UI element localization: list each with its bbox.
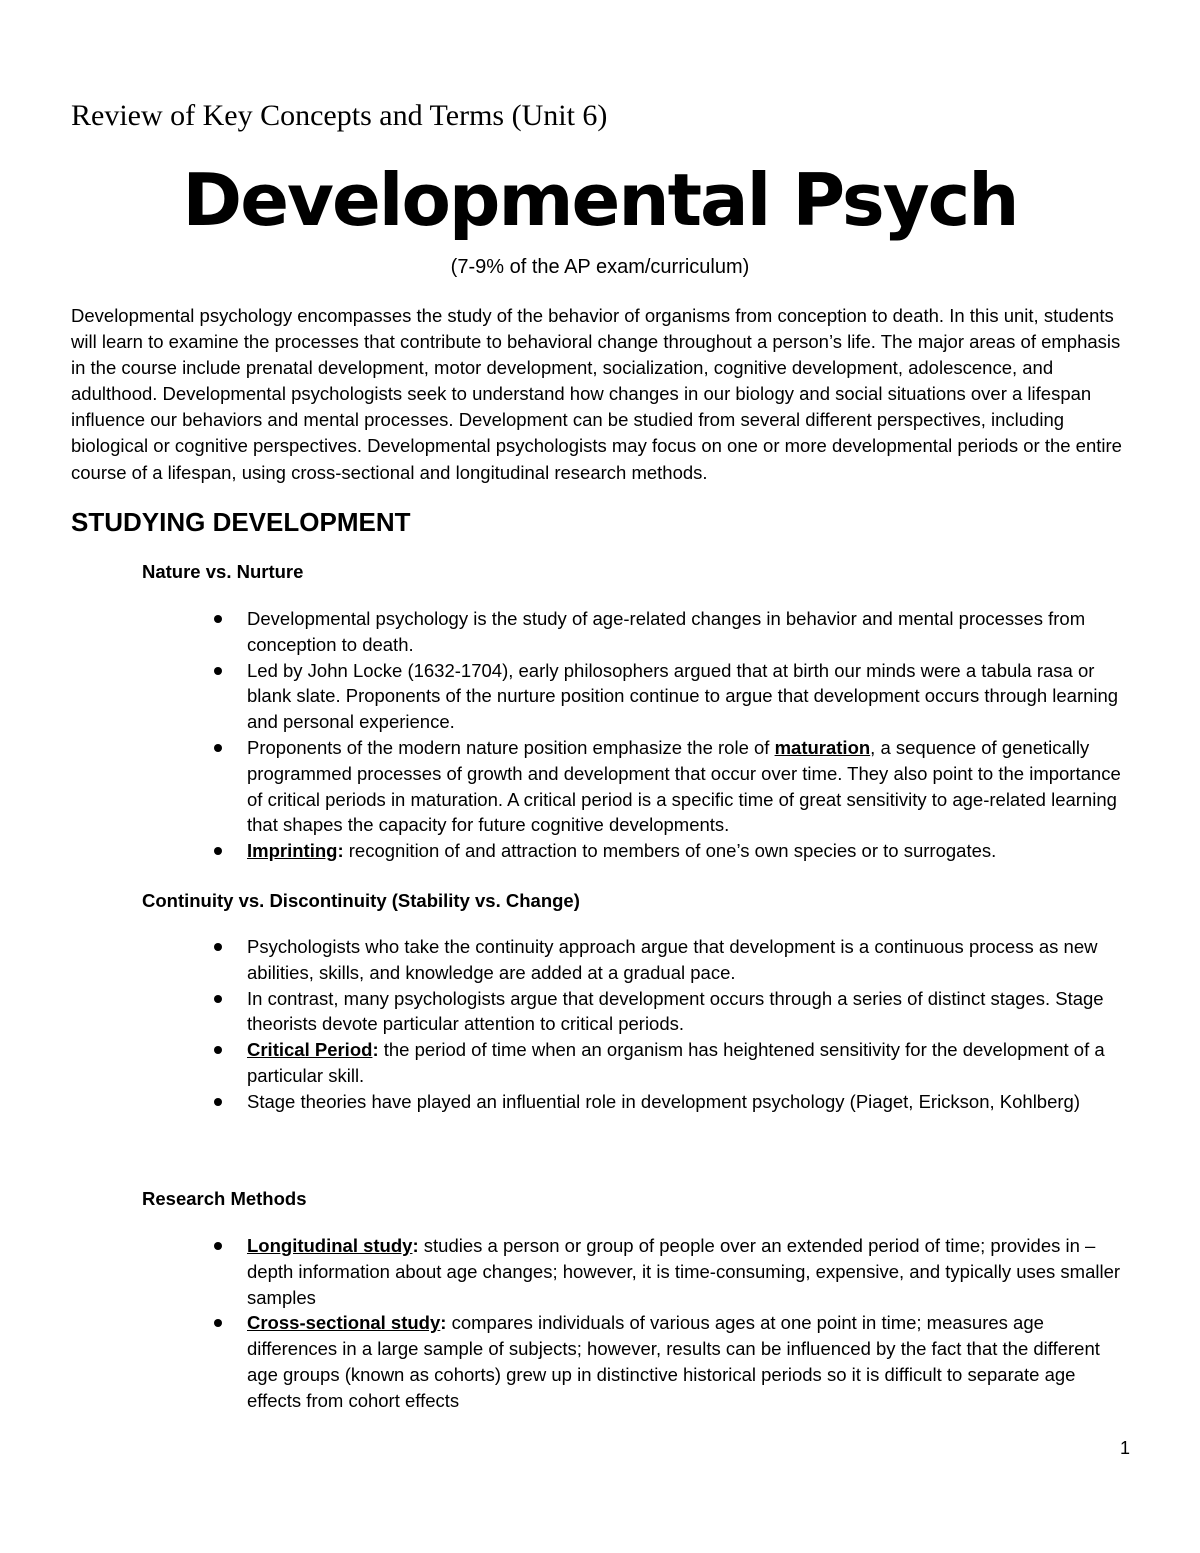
list-item: [0, 1310, 1132, 1413]
page-title: Developmental Psych: [182, 158, 1018, 242]
bullet-icon: [214, 615, 222, 623]
nature-nurture-list: [0, 606, 1200, 864]
bullet-icon: [214, 744, 222, 752]
bullet-text: Proponents of the modern nature position emphasize the role of: [247, 736, 775, 758]
bullet-text: studies a person or group of people over an extended period of time; provides in –depth information about age changes; however, it is time-consuming, expensive, and typically uses smaller samples: [247, 1235, 1121, 1308]
research-methods-list: [0, 1233, 1200, 1414]
intro-paragraph: Developmental psychology encompasses the study of the behavior of organisms from conception to death. In this unit, students will learn to examine the processes that contribute to behavioral change throughout a person’s life. The major areas of emphasis in the course include prenatal development, motor development, socialization, cognitive development, adolescence, and adulthood. Developmental psychologists seek to understand how changes in our biology and social situations over a lifespan influence our behaviors and mental processes. Development can be studied from several different perspectives, including biological or cognitive perspectives. Developmental psychologists may focus on one or more developmental periods or the entire course of a lifespan, using cross-sectional and longitudinal research methods.: [71, 305, 1122, 483]
term-colon: :: [337, 840, 344, 862]
bullet-text: Psychologists who take the continuity approach argue that development is a continuous process as new abilities, skills, and knowledge are added at a gradual pace.: [247, 936, 1098, 983]
term-longitudinal-study: Longitudinal study: [247, 1235, 413, 1256]
bullet-icon: [214, 667, 222, 675]
bullet-icon: [214, 1242, 222, 1250]
bullet-icon: [214, 995, 222, 1003]
section-heading: STUDYING DEVELOPMENT: [71, 507, 411, 537]
bullet-text: , a sequence of genetically programmed processes of growth and development that occur over time. They also point to the importance of critical periods in maturation. A critical period is a specific time of great sensitivity to age-related learning that shapes the capacity for future cognitive developments.: [247, 736, 1121, 836]
list-item: [0, 606, 1132, 658]
continuity-heading: Continuity vs. Discontinuity (Stability vs. Change): [142, 890, 580, 911]
bullet-text: Stage theories have played an influential role in development psychology (Piaget, Erickson, Kohlberg): [247, 1090, 1080, 1112]
list-item: [0, 838, 1132, 864]
review-title: Review of Key Concepts and Terms (Unit 6): [71, 99, 608, 132]
list-item: [0, 986, 1132, 1038]
bullet-text: In contrast, many psychologists argue that development occurs through a series of distinct stages. Stage theorists devote particular attention to critical periods.: [247, 987, 1104, 1035]
term-colon: :: [372, 1039, 379, 1061]
research-methods-heading: Research Methods: [142, 1188, 307, 1209]
nature-nurture-heading: Nature vs. Nurture: [142, 561, 304, 582]
term-maturation: maturation: [774, 736, 871, 758]
term-imprinting: Imprinting: [247, 840, 338, 862]
term-critical-period: Critical Period: [247, 1039, 373, 1061]
bullet-text: compares individuals of various ages at one point in time; measures age differences in a large sample of subjects; however, results can be influenced by the fact that the different age groups (known as cohorts) grew up in distinctive historical periods so it is difficult to separate age effects from cohort effects: [247, 1312, 1100, 1411]
bullet-icon: [214, 847, 222, 855]
bullet-text: Led by John Locke (1632-1704), early philosophers argued that at birth our minds were a tabula rasa or blank slate. Proponents of the nurture position continue to argue that development occurs through learning and personal experience.: [247, 659, 1119, 733]
bullet-icon: [214, 1046, 222, 1054]
page-subtitle: (7-9% of the AP exam/curriculum): [450, 256, 750, 278]
bullet-text: the period of time when an organism has heightened sensitivity for the development of a particular skill.: [247, 1039, 1105, 1086]
list-item: [0, 1089, 1132, 1115]
term-cross-sectional-study: Cross-sectional study: [247, 1312, 441, 1334]
continuity-list: [0, 934, 1200, 1115]
bullet-icon: [214, 1098, 222, 1106]
bullet-text: Developmental psychology is the study of age-related changes in behavior and mental processes from conception to death.: [247, 608, 1086, 655]
list-item: [0, 735, 1132, 838]
list-item: [0, 1037, 1132, 1089]
bullet-icon: [214, 943, 222, 951]
term-colon: :: [440, 1312, 447, 1334]
list-item: [0, 658, 1132, 735]
bullet-icon: [214, 1319, 222, 1327]
list-item: [0, 1233, 1132, 1310]
list-item: [0, 934, 1132, 986]
bullet-text: recognition of and attraction to members of one’s own species or to surrogates.: [343, 840, 997, 862]
page-number: 1: [1119, 1438, 1130, 1458]
term-colon: :: [412, 1235, 419, 1256]
